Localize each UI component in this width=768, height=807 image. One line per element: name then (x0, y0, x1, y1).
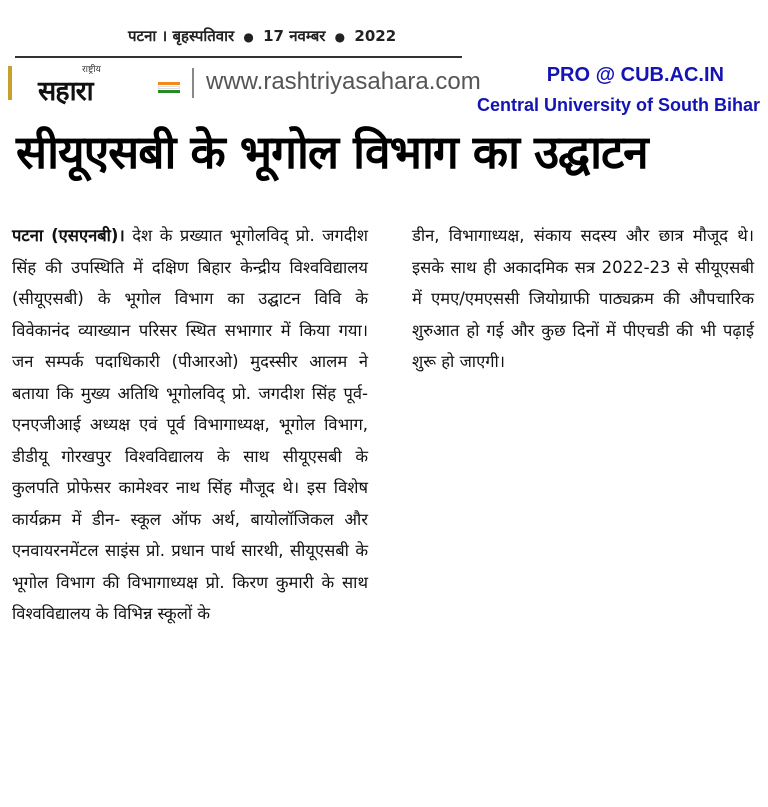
bullet-icon: ● (334, 30, 346, 44)
masthead-logo: सहारा (38, 76, 93, 107)
flag-icon (158, 82, 180, 93)
source-university-tag: Central University of South Bihar (476, 95, 760, 115)
masthead-divider (192, 68, 194, 98)
top-rule (15, 56, 462, 58)
dateline: पटना । बृहस्पतिवार ● 17 नवम्बर ● 2022 (128, 27, 397, 45)
dateline-year: 2022 (354, 27, 397, 45)
masthead-url: www.rashtriyasahara.com (206, 68, 481, 95)
dateline-city: पटना (128, 27, 157, 45)
article-column-2 (412, 220, 754, 378)
article-byline: पटना (एसएनबी)। (12, 226, 125, 245)
article-column-1-text: देश के प्रख्यात भूगोलविद् प्रो. जगदीश सिंह की उपस्थिति में दक्षिण बिहार केन्द्रीय विश्वविद्यालय (सीयूएसबी) के भूगोल विभाग का उद्घाटन विवि के विवेकानंद व्याख्यान परिसर स्थित सभागार में किया गया। जन सम्पर्क पदाधिकारी (पीआरओ) मुदस्सीर आलम ने बताया कि मुख्य अतिथि भूगोलविद् प्रो. जगदीश सिंह पूर्व-एनएजीआई अध्यक्ष एवं पूर्व विभागाध्यक्ष, भूगोल विभाग, डीडीयू गोरखपुर विश्वविद्यालय के साथ सीयूएसबी के कुलपति प्रोफेसर कामेश्वर नाथ सिंह मौजूद थे। इस विशेष कार्यक्रम में डीन- स्कूल ऑफ अर्थ, बायोलॉजिकल और एनवायरनमेंटल साइंस प्रो. प्रधान पार्थ सारथी, सीयूएसबी के भूगोल विभाग की विभागाध्यक्ष प्रो. किरण कुमारी के साथ विश्वविद्यालय के विभिन्न स्कूलों के (12, 226, 368, 623)
masthead-logo-small: राष्ट्रीय (82, 65, 101, 75)
dateline-day: बृहस्पतिवार (172, 27, 235, 45)
article-headline: सीयूएसबी के भूगोल विभाग का उद्घाटन (16, 125, 648, 179)
masthead-accent-bar (8, 66, 12, 100)
article-column-2-text: डीन, विभागाध्यक्ष, संकाय सदस्य और छात्र मौजूद थे। इसके साथ ही अकादमिक सत्र 2022-23 से सीयूएसबी में एमए/एमएससी जियोग्राफी पाठ्यक्रम की औपचारिक शुरुआत हो गई और कुछ दिनों में पीएचडी की भी पढ़ाई शुरू हो जाएगी। (412, 226, 754, 371)
article-column-1 (12, 220, 368, 630)
bullet-icon: ● (243, 30, 254, 44)
dateline-date: 17 नवम्बर (263, 27, 326, 45)
masthead (8, 62, 481, 107)
source-pro-tag: PRO @ CUB.AC.IN (546, 64, 724, 86)
